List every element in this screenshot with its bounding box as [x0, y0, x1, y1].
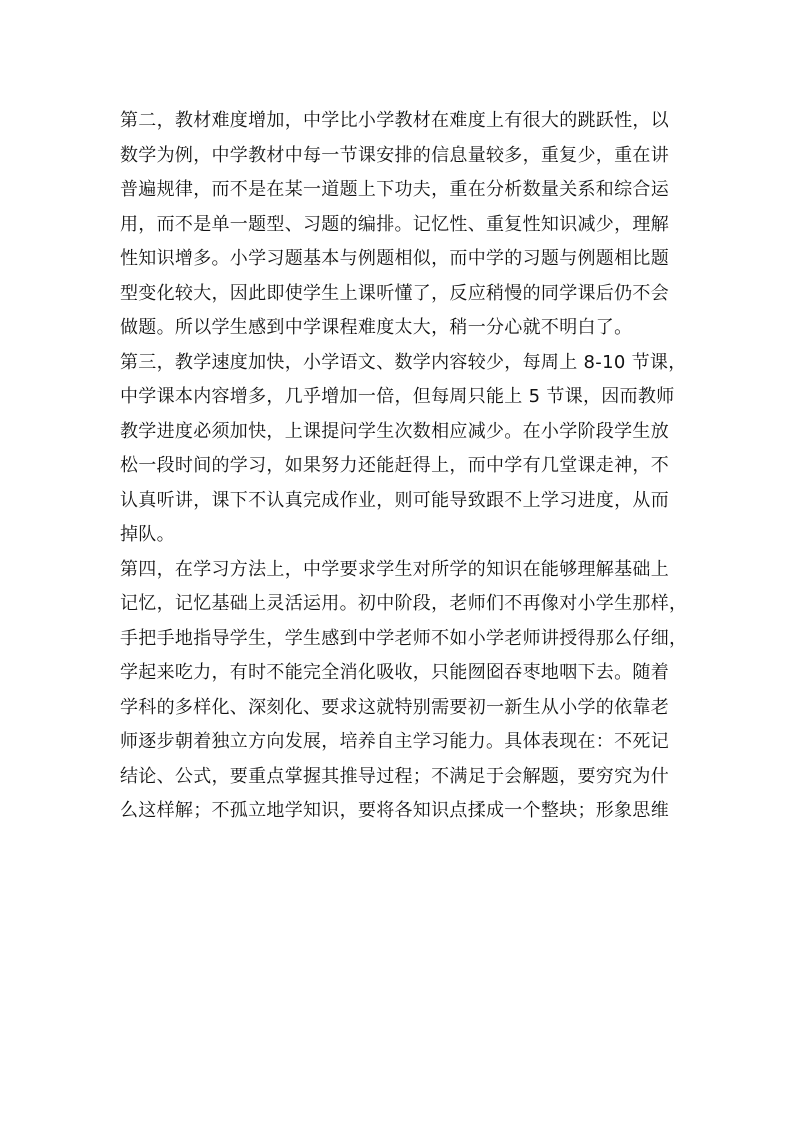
text-line: 中学课本内容增多，几乎增加一倍，但每周只能上 5 节课，因而教师 — [120, 386, 675, 407]
text-line: 学起来吃力，有时不能完全消化吸收，只能囫囵吞枣地咽下去。随着 — [120, 662, 669, 683]
text-line: 手把手地指导学生，学生感到中学老师不如小学老师讲授得那么仔细， — [120, 627, 688, 649]
paragraph-fourth — [120, 553, 688, 829]
text-line: 掉队。 — [120, 524, 175, 545]
text-line: 数学为例，中学教材中每一节课安排的信息量较多，重复少，重在讲 — [120, 144, 669, 166]
text-line: 型变化较大，因此即使学生上课听懂了，反应稍慢的同学课后仍不会 — [120, 282, 669, 304]
text-line: 记忆，记忆基础上灵活运用。初中阶段，老师们不再像对小学生那样， — [120, 593, 688, 614]
text-line: 学科的多样化、深刻化、要求这就特别需要初一新生从小学的依靠老 — [120, 696, 669, 718]
text-line: 师逐步朝着独立方向发展，培养自主学习能力。具体表现在：不死记 — [120, 731, 669, 752]
text-line: 用，而不是单一题型、习题的编排。记忆性、重复性知识减少，理解 — [120, 213, 669, 235]
document-body — [120, 104, 688, 829]
text-line: 做题。所以学生感到中学课程难度太大，稍一分心就不明白了。 — [120, 317, 633, 338]
paragraph-third — [120, 346, 687, 553]
text-line: 普遍规律，而不是在某一道题上下功夫，重在分析数量关系和综合运 — [120, 179, 669, 200]
text-line: 认真听讲，课下不认真完成作业，则可能导致跟不上学习进度，从而 — [120, 489, 669, 511]
text-line: 第四，在学习方法上，中学要求学生对所学的知识在能够理解基础上 — [120, 558, 669, 580]
text-line: 性知识增多。小学习题基本与例题相似，而中学的习题与例题相比题 — [120, 248, 669, 269]
text-line: 第二，教材难度增加，中学比小学教材在难度上有很大的跳跃性，以 — [120, 110, 669, 131]
text-line: 结论、公式，要重点掌握其推导过程；不满足于会解题，要穷究为什 — [120, 765, 669, 787]
text-line: 第三，教学速度加快，小学语文、数学内容较少，每周上 8-10 节课， — [120, 351, 687, 373]
text-line: 松一段时间的学习，如果努力还能赶得上，而中学有几堂课走神，不 — [120, 455, 669, 476]
text-line: 么这样解；不孤立地学知识，要将各知识点揉成一个整块；形象思维 — [120, 800, 669, 821]
text-line: 教学进度必须加快，上课提问学生次数相应减少。在小学阶段学生放 — [120, 420, 669, 442]
paragraph-second — [120, 104, 680, 346]
